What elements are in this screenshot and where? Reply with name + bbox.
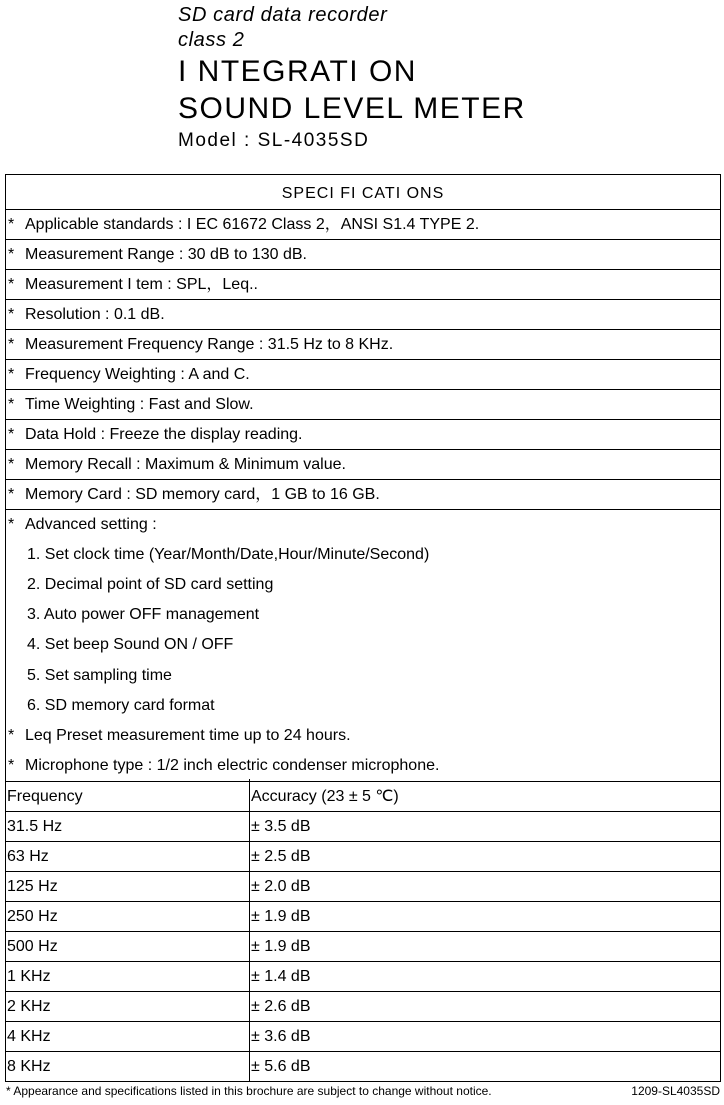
spec-text: Memory Recall : Maximum & Minimum value. <box>25 456 346 473</box>
spec-text: Leq Preset measurement time up to 24 hours. <box>25 727 351 744</box>
spec-heading: SPECI FI CATI ONS <box>281 185 445 202</box>
advanced-step <box>6 540 720 570</box>
bullet-mark: * <box>8 246 15 263</box>
doc-title-line2: SOUND LEVEL METER <box>178 92 526 125</box>
frequency-cell: 2 KHz <box>7 998 51 1015</box>
spec-row <box>6 419 720 450</box>
table-row <box>6 961 720 992</box>
accuracy-cell: ± 3.5 dB <box>251 818 311 835</box>
frequency-column-header: Frequency <box>7 788 83 805</box>
spec-text: Measurement Range : 30 dB to 130 dB. <box>25 246 307 263</box>
bullet-mark: * <box>8 336 15 353</box>
spec-text: Memory Card : SD memory card，1 GB to 16 GB. <box>25 486 380 503</box>
table-row <box>6 811 720 842</box>
bullet-mark: * <box>8 276 15 293</box>
advanced-step-text: 3. Auto power OFF management <box>27 606 260 623</box>
table-row <box>6 901 720 932</box>
spec-text: Microphone type : 1/2 inch electric condenser microphone. <box>25 757 440 774</box>
accuracy-cell: ± 1.9 dB <box>251 938 311 955</box>
spec-text: Measurement Frequency Range : 31.5 Hz to 8 KHz. <box>25 336 394 353</box>
doc-title-line1: I NTEGRATI ON <box>178 55 417 88</box>
advanced-step-text: 1. Set clock time (Year/Month/Date,Hour/Minute/Second) <box>27 546 430 563</box>
bullet-mark: * <box>8 426 15 443</box>
frequency-cell: 250 Hz <box>7 908 58 925</box>
accuracy-header-row <box>6 781 720 812</box>
advanced-setting-label: Advanced setting : <box>25 516 157 533</box>
table-row <box>6 841 720 872</box>
accuracy-cell: ± 1.9 dB <box>251 908 311 925</box>
advanced-step-text: 4. Set beep Sound ON / OFF <box>27 636 234 653</box>
advanced-step-text: 5. Set sampling time <box>27 667 172 684</box>
frequency-cell: 1 KHz <box>7 968 51 985</box>
spec-row <box>6 721 720 751</box>
accuracy-cell: ± 5.6 dB <box>251 1058 311 1075</box>
advanced-step-text: 6. SD memory card format <box>27 697 215 714</box>
accuracy-cell: ± 2.0 dB <box>251 878 311 895</box>
table-row <box>6 871 720 902</box>
spec-text: Applicable standards : I EC 61672 Class 2，ANSI S1.4 TYPE 2. <box>25 216 480 233</box>
spec-row <box>6 239 720 270</box>
accuracy-cell: ± 3.6 dB <box>251 1028 311 1045</box>
footer-notice: * Appearance and specifications listed in this brochure are subject to change without notice. <box>6 1084 492 1098</box>
spec-text: Frequency Weighting : A and C. <box>25 366 250 383</box>
spec-row-advanced <box>6 509 720 540</box>
bullet-mark: * <box>8 456 15 473</box>
bullet-mark: * <box>8 727 15 744</box>
advanced-step <box>6 600 720 630</box>
accuracy-cell: ± 1.4 dB <box>251 968 311 985</box>
spec-table <box>5 174 721 1082</box>
table-row <box>6 1021 720 1052</box>
frequency-cell: 63 Hz <box>7 848 49 865</box>
spec-text: Data Hold : Freeze the display reading. <box>25 426 303 443</box>
accuracy-column-header: Accuracy (23 ± 5 ℃) <box>251 788 399 805</box>
frequency-cell: 125 Hz <box>7 878 58 895</box>
advanced-step <box>6 570 720 600</box>
spec-row <box>6 209 720 240</box>
spec-row <box>6 389 720 420</box>
advanced-step-text: 2. Decimal point of SD card setting <box>27 576 274 593</box>
bullet-mark: * <box>8 396 15 413</box>
bullet-mark: * <box>8 486 15 503</box>
frequency-cell: 31.5 Hz <box>7 818 63 835</box>
accuracy-cell: ± 2.6 dB <box>251 998 311 1015</box>
spec-text: Measurement I tem : SPL，Leq.. <box>25 276 258 293</box>
spec-text: Resolution : 0.1 dB. <box>25 306 165 323</box>
table-row <box>6 1051 720 1082</box>
spec-row <box>6 479 720 510</box>
accuracy-cell: ± 2.5 dB <box>251 848 311 865</box>
spec-text: Time Weighting : Fast and Slow. <box>25 396 254 413</box>
table-row <box>6 931 720 962</box>
frequency-cell: 4 KHz <box>7 1028 51 1045</box>
advanced-step <box>6 691 720 721</box>
bullet-mark: * <box>8 216 15 233</box>
spec-row <box>6 449 720 480</box>
model-number: Model : SL-4035SD <box>178 130 370 151</box>
spec-row <box>6 329 720 360</box>
spec-row <box>6 751 720 781</box>
bullet-mark: * <box>8 757 15 774</box>
advanced-step <box>6 630 720 660</box>
bullet-mark: * <box>8 366 15 383</box>
table-row <box>6 991 720 1022</box>
frequency-cell: 500 Hz <box>7 938 58 955</box>
frequency-cell: 8 KHz <box>7 1058 51 1075</box>
footer-code: 1209-SL4035SD <box>631 1084 720 1098</box>
spec-row <box>6 269 720 300</box>
spec-row <box>6 299 720 330</box>
bullet-mark: * <box>8 306 15 323</box>
doc-subtitle-line2: class 2 <box>178 29 245 51</box>
advanced-step <box>6 661 720 691</box>
bullet-mark: * <box>8 516 15 533</box>
spec-row <box>6 359 720 390</box>
doc-subtitle-line1: SD card data recorder <box>178 4 388 26</box>
